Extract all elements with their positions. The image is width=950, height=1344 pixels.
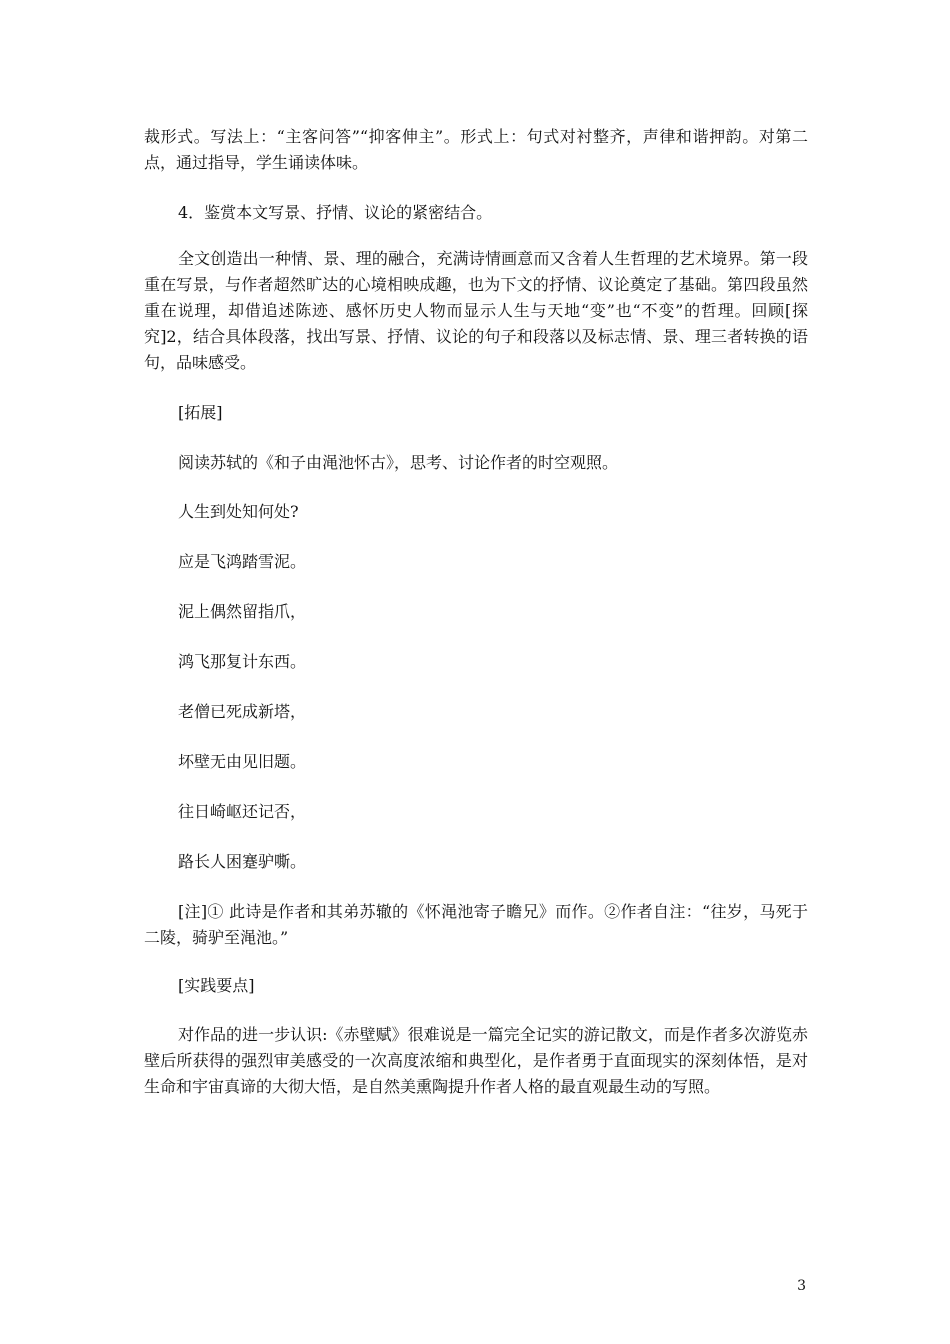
paragraph-reading-task: 阅读苏轼的《和子由渑池怀古》，思考、讨论作者的时空观照。 xyxy=(178,453,619,472)
paragraph-notes: [注]① 此诗是作者和其弟苏辙的《怀渑池寄子瞻兄》而作。②作者自注：“往岁，马死于二陵，骑驴至渑池。” xyxy=(144,902,808,947)
poem-line-8: 路长人困蹇驴嘶。 xyxy=(178,852,307,871)
poem-line-2: 应是飞鸿踏雪泥。 xyxy=(178,552,307,571)
paragraph-continuation: 裁形式。写法上：“主客问答”“抑客伸主”。形式上：句式对衬整齐，声律和谐押韵。对第二点，通过指导，学生诵读体味。 xyxy=(144,127,808,172)
page-number: 3 xyxy=(797,1278,806,1294)
heading-extension: [拓展] xyxy=(178,403,223,422)
poem-line-5: 老僧已死成新塔， xyxy=(178,702,307,721)
poem-line-7: 往日崎岖还记否， xyxy=(178,802,307,821)
poem-line-6: 坏壁无由见旧题。 xyxy=(178,752,307,771)
paragraph-practice: 对作品的进一步认识:《赤壁赋》很难说是一篇完全记实的游记散文，而是作者多次游览赤壁后所获得的强烈审美感受的一次高度浓缩和典型化，是作者勇于直面现实的深刻体悟，是对生命和宇宙真谛的大彻大悟，是自然美熏陶提升作者人格的最直观最生动的写照。 xyxy=(144,1025,808,1096)
heading-practice-points: [实践要点] xyxy=(178,976,255,995)
paragraph-analysis: 全文创造出一种情、景、理的融合，充满诗情画意而又含着人生哲理的艺术境界。第一段重在写景，与作者超然旷达的心境相映成趣，也为下文的抒情、议论奠定了基础。第四段虽然重在说理，却借追述陈迹、感怀历史人物而显示人生与天地“变”也“不变”的哲理。回顾[探究]2，结合具体段落，找出写景、抒情、议论的句子和段落以及标志情、景、理三者转换的语句，品味感受。 xyxy=(144,249,808,372)
poem-line-4: 鸿飞那复计东西。 xyxy=(178,652,307,671)
poem-line-1: 人生到处知何处? xyxy=(178,502,299,521)
section-heading-4: 4．鉴赏本文写景、抒情、议论的紧密结合。 xyxy=(178,203,493,222)
poem-line-3: 泥上偶然留指爪， xyxy=(178,602,307,621)
